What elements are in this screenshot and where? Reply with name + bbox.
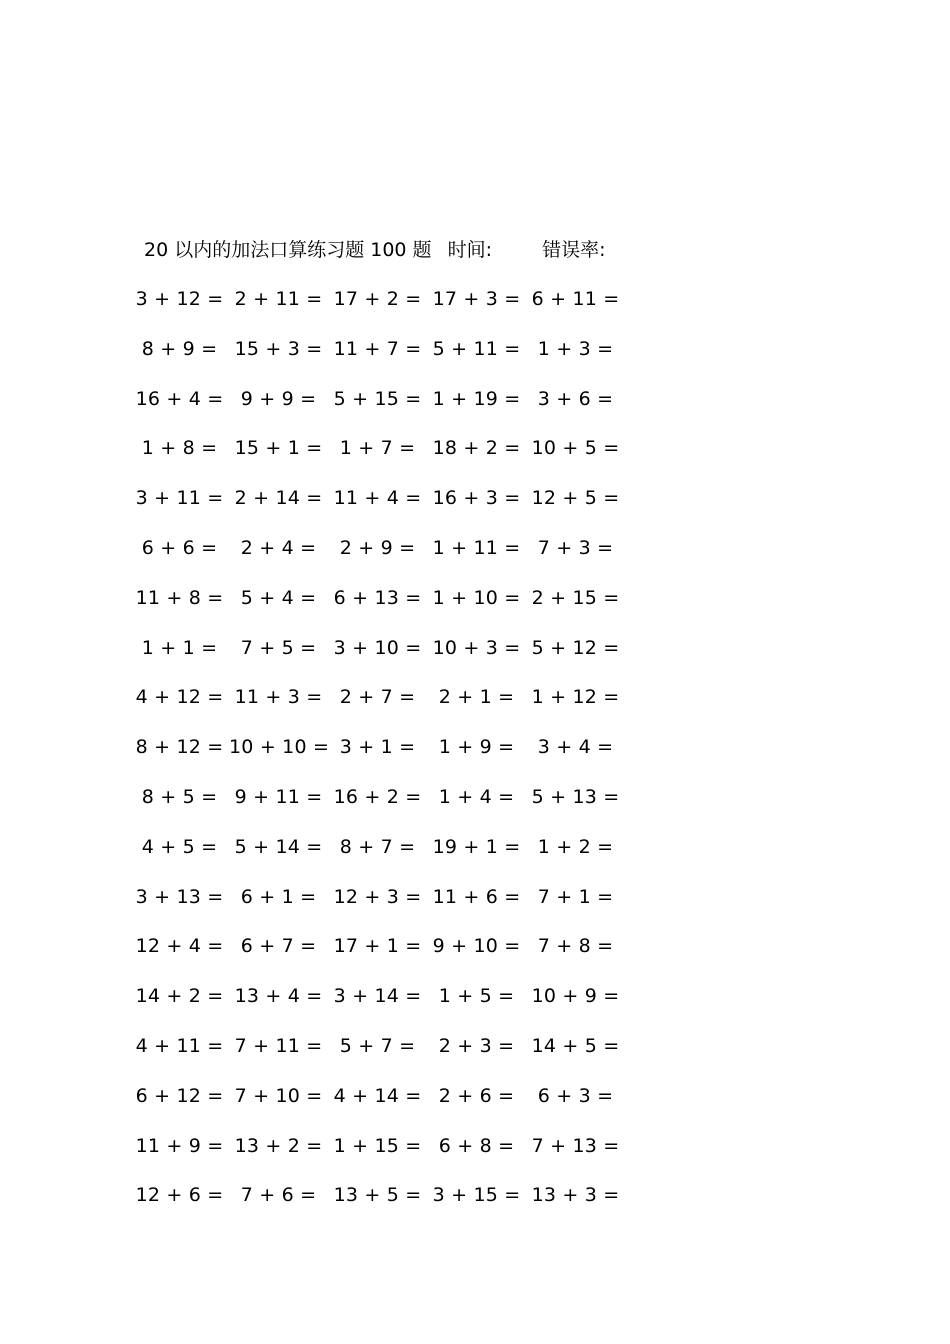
addition-problem: 1 + 5 = bbox=[438, 985, 515, 1008]
addition-problem: 6 + 13 = bbox=[333, 586, 422, 609]
time-label: 时间: bbox=[447, 239, 493, 261]
problem-row bbox=[130, 1132, 650, 1182]
addition-problem: 2 + 1 = bbox=[438, 686, 515, 709]
addition-problem: 1 + 7 = bbox=[339, 437, 416, 460]
addition-problem: 3 + 4 = bbox=[537, 736, 614, 759]
addition-problem: 8 + 9 = bbox=[141, 337, 218, 360]
addition-problem: 8 + 5 = bbox=[141, 785, 218, 808]
problem-row bbox=[130, 584, 650, 634]
addition-problem: 13 + 5 = bbox=[333, 1184, 422, 1207]
addition-problem: 6 + 12 = bbox=[135, 1084, 224, 1107]
problem-row bbox=[130, 285, 650, 335]
addition-problem: 17 + 2 = bbox=[333, 288, 422, 310]
addition-problem: 5 + 11 = bbox=[432, 337, 521, 360]
addition-problem: 7 + 8 = bbox=[537, 935, 614, 958]
addition-problem: 7 + 10 = bbox=[234, 1084, 323, 1107]
addition-problem: 5 + 13 = bbox=[531, 785, 620, 808]
addition-problem: 6 + 8 = bbox=[438, 1134, 515, 1157]
addition-problem: 1 + 11 = bbox=[432, 536, 521, 559]
addition-problem: 4 + 11 = bbox=[135, 1034, 224, 1057]
problem-row bbox=[130, 335, 650, 385]
addition-problem: 15 + 1 = bbox=[234, 437, 323, 460]
addition-problem: 11 + 6 = bbox=[432, 885, 521, 908]
addition-problem: 6 + 1 = bbox=[240, 885, 317, 908]
addition-problem: 3 + 12 = bbox=[135, 288, 224, 310]
addition-problem: 4 + 12 = bbox=[135, 686, 224, 709]
problem-row bbox=[130, 385, 650, 435]
problem-row bbox=[130, 982, 650, 1032]
addition-problem: 2 + 3 = bbox=[438, 1034, 515, 1057]
problem-row bbox=[130, 1082, 650, 1132]
addition-problem: 4 + 5 = bbox=[141, 835, 218, 858]
addition-problem: 5 + 12 = bbox=[531, 636, 620, 659]
addition-problem: 9 + 11 = bbox=[234, 785, 323, 808]
addition-problem: 3 + 14 = bbox=[333, 985, 422, 1008]
addition-problem: 3 + 11 = bbox=[135, 487, 224, 510]
addition-problem: 17 + 1 = bbox=[333, 935, 422, 958]
addition-problem: 2 + 6 = bbox=[438, 1084, 515, 1107]
addition-problem: 5 + 14 = bbox=[234, 835, 323, 858]
problem-row bbox=[130, 1032, 650, 1082]
addition-problem: 11 + 8 = bbox=[135, 586, 224, 609]
problem-row bbox=[130, 1181, 650, 1231]
addition-problem: 11 + 4 = bbox=[333, 487, 422, 510]
problem-row bbox=[130, 932, 650, 982]
addition-problem: 8 + 12 = bbox=[135, 736, 224, 759]
addition-problem: 2 + 4 = bbox=[240, 536, 317, 559]
addition-problem: 9 + 9 = bbox=[240, 387, 317, 410]
addition-problem: 18 + 2 = bbox=[432, 437, 521, 460]
problem-grid bbox=[130, 285, 650, 1231]
addition-problem: 5 + 15 = bbox=[333, 387, 422, 410]
addition-problem: 14 + 2 = bbox=[135, 985, 224, 1008]
addition-problem: 12 + 3 = bbox=[333, 885, 422, 908]
addition-problem: 7 + 1 = bbox=[537, 885, 614, 908]
addition-problem: 6 + 7 = bbox=[240, 935, 317, 958]
addition-problem: 2 + 11 = bbox=[234, 288, 323, 310]
addition-problem: 3 + 10 = bbox=[333, 636, 422, 659]
problem-row bbox=[130, 783, 650, 833]
addition-problem: 3 + 15 = bbox=[432, 1184, 521, 1207]
addition-problem: 9 + 10 = bbox=[432, 935, 521, 958]
addition-problem: 1 + 12 = bbox=[531, 686, 620, 709]
addition-problem: 4 + 14 = bbox=[333, 1084, 422, 1107]
addition-problem: 6 + 6 = bbox=[141, 536, 218, 559]
addition-problem: 1 + 2 = bbox=[537, 835, 614, 858]
problem-row bbox=[130, 434, 650, 484]
problem-row bbox=[130, 484, 650, 534]
addition-problem: 7 + 13 = bbox=[531, 1134, 620, 1157]
addition-problem: 7 + 5 = bbox=[240, 636, 317, 659]
addition-problem: 11 + 3 = bbox=[234, 686, 323, 709]
addition-problem: 10 + 3 = bbox=[432, 636, 521, 659]
problem-row bbox=[130, 733, 650, 783]
addition-problem: 2 + 9 = bbox=[339, 536, 416, 559]
addition-problem: 5 + 4 = bbox=[240, 586, 317, 609]
addition-problem: 3 + 1 = bbox=[339, 736, 416, 759]
addition-problem: 12 + 4 = bbox=[135, 935, 224, 958]
problem-row bbox=[130, 833, 650, 883]
addition-problem: 6 + 11 = bbox=[531, 288, 620, 310]
worksheet-header bbox=[144, 236, 605, 264]
addition-problem: 13 + 4 = bbox=[234, 985, 323, 1008]
addition-problem: 17 + 3 = bbox=[432, 288, 521, 310]
addition-problem: 5 + 7 = bbox=[339, 1034, 416, 1057]
addition-problem: 7 + 6 = bbox=[240, 1184, 317, 1207]
addition-problem: 1 + 1 = bbox=[141, 636, 218, 659]
addition-problem: 8 + 7 = bbox=[339, 835, 416, 858]
worksheet-title: 20 以内的加法口算练习题 100 题 bbox=[144, 239, 432, 261]
addition-problem: 19 + 1 = bbox=[432, 835, 521, 858]
addition-problem: 2 + 14 = bbox=[234, 487, 323, 510]
error-rate-label: 错误率: bbox=[542, 239, 606, 261]
addition-problem: 2 + 7 = bbox=[339, 686, 416, 709]
addition-problem: 7 + 3 = bbox=[537, 536, 614, 559]
problem-row bbox=[130, 683, 650, 733]
addition-problem: 13 + 3 = bbox=[531, 1184, 620, 1207]
addition-problem: 15 + 3 = bbox=[234, 337, 323, 360]
problem-row bbox=[130, 634, 650, 684]
addition-problem: 10 + 5 = bbox=[531, 437, 620, 460]
addition-problem: 2 + 15 = bbox=[531, 586, 620, 609]
addition-problem: 12 + 5 = bbox=[531, 487, 620, 510]
addition-problem: 13 + 2 = bbox=[234, 1134, 323, 1157]
addition-problem: 16 + 3 = bbox=[432, 487, 521, 510]
addition-problem: 12 + 6 = bbox=[135, 1184, 224, 1207]
addition-problem: 7 + 11 = bbox=[234, 1034, 323, 1057]
addition-problem: 16 + 2 = bbox=[333, 785, 422, 808]
addition-problem: 1 + 4 = bbox=[438, 785, 515, 808]
addition-problem: 3 + 13 = bbox=[135, 885, 224, 908]
problem-row bbox=[130, 883, 650, 933]
addition-problem: 11 + 9 = bbox=[135, 1134, 224, 1157]
addition-problem: 3 + 6 = bbox=[537, 387, 614, 410]
addition-problem: 6 + 3 = bbox=[537, 1084, 614, 1107]
addition-problem: 1 + 15 = bbox=[333, 1134, 422, 1157]
addition-problem: 16 + 4 = bbox=[135, 387, 224, 410]
addition-problem: 14 + 5 = bbox=[531, 1034, 620, 1057]
problem-row bbox=[130, 534, 650, 584]
addition-problem: 1 + 9 = bbox=[438, 736, 515, 759]
addition-problem: 1 + 3 = bbox=[537, 337, 614, 360]
addition-problem: 11 + 7 = bbox=[333, 337, 422, 360]
addition-problem: 10 + 9 = bbox=[531, 985, 620, 1008]
addition-problem: 1 + 8 = bbox=[141, 437, 218, 460]
addition-problem: 1 + 19 = bbox=[432, 387, 521, 410]
addition-problem: 10 + 10 = bbox=[229, 736, 330, 759]
addition-problem: 1 + 10 = bbox=[432, 586, 521, 609]
